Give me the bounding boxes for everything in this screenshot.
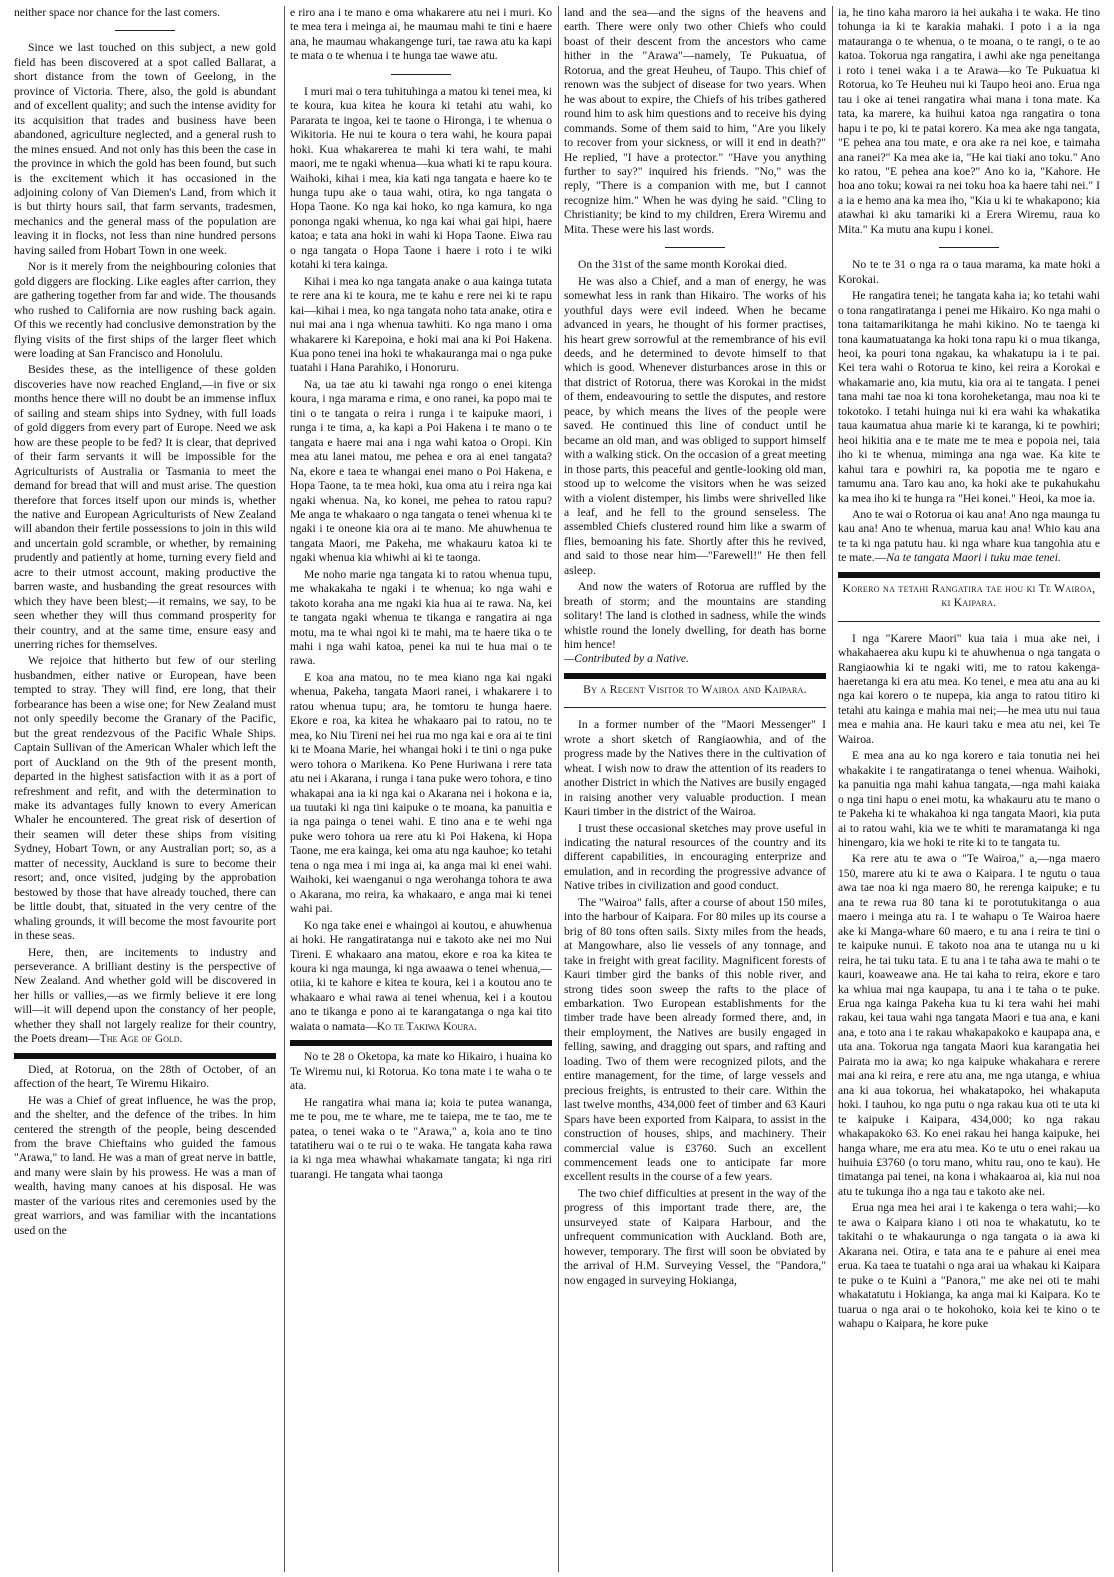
section-divider xyxy=(838,572,1100,578)
paragraph: I muri mai o tera tuhituhinga a matou ki tenei mea, ki te koura, kua kitea he koura ki tetahi atu wahi, ko Pararata te ingoa, kei te taone o Hironga, i te whenua o Wikitoria. He nui te koura o tera wahi, he koura papai hoki. Kua whakarerea te mahi ki tera wahi, te mahi maori, me te ngaki whenua—kua whati ki te rapu koura. Waihoki, kihai i mea, kia kati nga tangata e haere ko te hunga tupu ake o taua wahi, otira, ko nga tangata o Hopa Taone. Ko nga kai hoko, ko nga kamura, ko nga pononga ngaki whenua, ko nga kai whai gai hipi, haere katoa; e tata ana hoki in wahi ki Hopa Taone. Eiwa rau o nga tangata o Hopa Taone i haere i roto i te wiki kotahi ki tera kainga. xyxy=(290,84,552,272)
divider xyxy=(838,621,1100,622)
signature: —Contributed by a Native. xyxy=(564,652,689,666)
divider xyxy=(665,247,725,248)
paragraph: Me noho marie nga tangata ki to ratou whenua tupu, me whakakaha te ngaki i te whenua; ko nga wahi e takoto koraha ana me ngaki kia hua ai te rawa. Na, kei te tangata ngaki whenua te tikanga e rangatira ai nga motu, ma te whai ngoi ki te mahi, ma te haere tika o te mahi i nga wahi katoa, penei ka nui te hua mai o te rawa. xyxy=(290,567,552,668)
paragraph: ia, he tino kaha maroro ia hei aukaha i te waka. He tino tohunga ia ki te karakia mahaki. I poto i a ia nga matauranga o te whenua, o te moana, o te rangi, o te ao katoa. Tokorua nga rangatira, i awhi ake nga peneitanga i roto i tenei waka i a te Arawa—ko Te Pukuatua ki Rotorua, ko Te Heuheu nui ki Taupo heoi ano. Erua nga tau i oke ai tenei rangatira whai mana i tona mate. Ka tata, ka marere, ka huihui katoa nga rangatira o tona hapu i te po, ki te patai korero. Ka mea ake nga tangata, "E pehea ana tou mate, e ora ake ra nei koe, e taimaha ana ranei?" Ka mea ake ia, "He kai tiaki ano toku." Ano ko ratou, "E pehea ana koe?" Ano ko ia, "Kahore. He hoa ano toku; kowai ra nei toku hoa ka haere tahi nei." I a ia e hemo ana ka mea iho, "Kia u ki te whakapono; kia atawhai ki aku tamariki ki a Erera Wiremu, raua ko Mita." Ka mutu ana kupu i konei. xyxy=(838,6,1100,236)
signature: Ko te Takiwa Koura. xyxy=(376,1019,478,1033)
column-rule xyxy=(284,6,285,1572)
divider xyxy=(391,74,451,75)
paragraph xyxy=(14,946,276,1047)
article-heading: Korero na tetahi Rangatira tae hou ki Te Wairoa, ki Kaipara. xyxy=(842,581,1096,610)
paragraph: neither space nor chance for the last comers. xyxy=(14,6,221,19)
paragraph: In a former number of the "Maori Messenger" I wrote a short sketch of Rangiaowhia, and of the progress made by the Natives there in the cultivation of wheat. I wish now to draw the attention of its readers to another District in which the Natives are busily engaged in raising another very valuable production. I mean Kauri timber in the district of the Wairoa. xyxy=(564,718,826,819)
paragraph: Besides these, as the intelligence of these golden discoveries have now reached England,—in five or six months hence there will no doubt be an immense influx of sailing and steam ships into Sydney, with full loads of gold diggers from every part of Europe. Need we ask how are these people to be fed? It is clear, that deprived of their farm servants it will be impossible for the Agriculturists of Australia or Tasmania to meet the demand for bread that will and must arise. The question therefore that forces itself upon our minds is, whether the native and European Agriculturists of New Zealand will abandon their fertile possessions to join in this wild and uncertain gold scramble, or whether, by remaining prudently and patiently at home, turning every field and acre to their utmost account, making productive the barren waste, and husbanding the great resources with which they have been blest;—it remains, we say, to be seen whether they will thus command prosperity for their country, and at the same time, ensure easy and unerring riches for themselves. xyxy=(14,363,276,652)
obituary-heading: Died, at Rotorua, on the 28th of October, of an affection of the heart, Te Wiremu Hikairo. xyxy=(14,1062,276,1091)
paragraph: No te te 31 o nga ra o taua marama, ka mate hoki a Korokai. xyxy=(838,258,1100,286)
paragraph xyxy=(290,919,552,1035)
divider xyxy=(939,247,999,248)
paragraph: Na, ua tae atu ki tawahi nga rongo o enei kitenga koura, i nga marama e rima, e ono ranei, ka popo mai te tini o te tangata o reira i runga i te kaipuke maori, i runga i te tima, a, ka kapi a Poi Hakena i te mano o te tangata e haere mai ana i nga wahi katoa o Oropi. Kin mea atu lanei matou, me pehea e ora ai enei tangata? Na, ekore e taea te whangai enei mano o Poi Hakena, e Hopa Taone, ta te mea hoki, kua oma atu i reira nga kai ngaki whenua. Na, ko konei, me pehea to ratou rapu? Me anga te whakaaro o nga tangata o tenei whenua ki te ngaki i te oneone kia ora ai te mano. Me ahuwhenua te tangata Maori, me Pakeha, me whakauru katoa ki te ngaki whenua kia whiwhi ai ki te taonga. xyxy=(290,377,552,565)
paragraph: Kihai i mea ko nga tangata anake o aua kainga tutata te rere ana ki te koura, me te kahu e rere nei ki te rapu kai—kihai i mea, ko nga tangata noho tata anake, otira e nui mai ana i nga whenua tawhiti. Ko nga mano i oma whakarere ki Karepoina, e hoki mai ana ki Poi Hakena. Kua pono tenei ina hoki te whakauranga mai o nga puke tuatahi i Hana Parahiko, i Honoruru. xyxy=(290,274,552,375)
paragraph-text: Ano te wai o Rotorua oi kau ana! Ano nga maunga tu kau ana! Ano te whenua, marua kau ana! Whio kau ana te ta ki nga patutu hau. ki nga whare kua tangohia atu e te mate.— xyxy=(838,507,1100,565)
paragraph: E mea ana au ko nga korero e taia tonutia nei hei whakakite i te rangatiratanga o tenei whenua. Waihoki, ka panuitia nga mahi kahua tangata,—nga mahi kaiaka o nga tini hapu o enei motu, ka whakauru atu te mano o te Pakeha ki te whakahoa ki nga tangata Maori, kia puta ai to ratou wahi, kia we te whiti te maramatanga ki nga hinengaro, kia we hoki te rite ki to te tangata tu. xyxy=(838,749,1100,850)
paragraph: Since we last touched on this subject, a new gold field has been discovered at a spot called Ballarat, a short distance from the town of Geelong, in the province of Victoria. There, also, the gold is abundant and of excellent quality; and such the intense avidity for its acquisition that trades and business have been abandoned, agriculture neglected, and a general rush to the mines ensued. And not only has this been the case in the province in which the gold has been found, but such is the excitement which it has occasioned in the adjoining colony of Van Diemen's Land, from which it is but thirty hours sail, that farm servants, tradesmen, mechanics and the general mass of the population are leaving it in flocks, not less than nine hundred persons having sailed from Hobart Town in one week. xyxy=(14,41,276,257)
paragraph: E koa ana matou, no te mea kiano nga kai ngaki whenua, Pakeha, tangata Maori ranei, i whakarere i to ratou whenua tupu; ara, he tomtoru te hunga haere. Ekore e roa, ka kitea he whakaaro pai to ratou, no te mea, ko Niu Tireni nei hei rua mo nga kai e ora ai te tini ki te Moana Marie, hei whangai hoki i te tini o nga puke wero tohora o Marikena. Ko Pene Huriwana i rere tata atu nei i Akarana, i runga i tana puke wero tohora, e tino whakapai ana ia ki nga kai o Akarana nei i hokona e ia, ua tuutaki ki nga tini kaipuke o te moana, ka panuitia e ia nga painga o tenei wahi. E tino ana e te wehi nga puke wero tohora ua rere atu ki Poi Hakena, ki Hopa Taone, me era kainga, kei oma atu nga kauhoe; ko tetahi tena o nga mea i mi inga ai, ka anga mai ki enei wahi. Waihoki, kei waenganui o nga werohanga tohora te awa o Akarana, mo reira, ka whakaaro, e anga mai ki tenei wahi pai. xyxy=(290,670,552,916)
column-maori-articles xyxy=(838,6,1100,1572)
column-english-editorial xyxy=(14,6,276,1572)
section-divider xyxy=(290,1040,552,1046)
paragraph xyxy=(564,580,826,667)
paragraph: e riro ana i te mano e oma whakarere atu nei i muri. Ko te mea tera i meinga ai, he maumau mahi te tini e haere ana, he maumau whakangenge turi, tae rawa atu ka kapi te mata o te whenua i te hunga tae wawe atu. xyxy=(290,6,552,63)
section-divider xyxy=(564,673,826,679)
paragraph: He rangatira tenei; he tangata kaha ia; ko tetahi wahi o tona rangatiratanga i penei me Hikairo. Ko nga mahi o tona taitamarikitanga he mahi kikino. No te taenga ki tona kaumatuatanga ka hoki tona rapu ki o mua tikanga, heoi, ka pouri tona ngakau, ka whakatupu ia i te pai. Kei tera wahi o Rotorua te kino, kei reira a Korokai e whakamarie ano, kia mutu, kia ora ai te tangata. I penei tana mahi tae noa ki tona koroheketanga, mau noa ki te tokotoko. I tetahi huinga nui ki era wahi ka whakatika taua kaumatua ahua marie ki te karanga, ki te powhiri; heoi hikitia ana e te mate me te mea e popoia nei, taia iho ki te whenua, miminga ana nga wae. Ka kite te kahui tara e powhiri ra, ka popotia me te ngaro e tamumu ana. Taro kau ano, ka hoki ake te pukahukahu ka mea iho ki te hunga ra "Hei konei." Heoi, ka moe ia. xyxy=(838,289,1100,505)
article-heading: By a Recent Visitor to Wairoa and Kaipara. xyxy=(583,682,807,696)
paragraph-text: And now the waters of Rotorua are ruffled by the breath of storm; and the mountains are standing solitary! The land is clothed in sadness, while the winds whistle round the lonely dwelling, for death has borne him hence! xyxy=(564,580,826,652)
paragraph: He rangatira whai mana ia; koia te putea wananga, me te pou, me te whare, me te taiepa, me te tao, me te patea, o tenei waka o te "Arawa," a, koia ano te tino tatatiheru wai o te rui o te waka. He tangata kaha rawa ia ki nga mea whawhai whakamate tangata; ki nga riri tuarangi. He tangata whai taonga xyxy=(290,1095,552,1181)
section-divider xyxy=(14,1053,276,1059)
divider xyxy=(115,30,175,31)
divider xyxy=(564,707,826,708)
obituary-heading: No te 28 o Oketopa, ka mate ko Hikairo, i huaina ko Te Wiremu nui, ki Rotorua. Ko tona mate i te waha o te ata. xyxy=(290,1050,552,1093)
paragraph: Erua nga mea hei arai i te kakenga o tera wahi;—ko te awa o Kaipara kiano i oti noa te whakatutu, ko te takitahi o te whakaurunga o nga tangata o ia awa ki Akarana nei. Otira, e tata ana te e pahure ai enei mea erua. Ka taea te tuatahi o nga arai ua whakau ki Kaipara te puke o te Kuini a "Panora," me ake nei oti te mahi whakatatutu i Hokianga, ka anga mai ki Kaipara. Ko te tuarua o nga arai o te hokohoko, koia kei te kino o te wahapu o Kaipara, he kore puke xyxy=(838,1201,1100,1330)
column-rule xyxy=(558,6,559,1572)
paragraph xyxy=(838,508,1100,566)
paragraph: The "Wairoa" falls, after a course of about 150 miles, into the harbour of Kaipara. For 80 miles up its course a brig of 80 tons often sails. Sixty miles from the heads, at Mangowhare, also lie vessels of any tonnage, and take in freight with great facility. Magnificent forests of Kauri timber gird the banks of this noble river, and strong tides soon sweep the rafts to the place of embarkation. Two European establishments for the timber trade have been already formed there, and, in their employment, the Natives are busily engaged in felling, sawing, and dragging out spars, and rafting and loading. Two of them were recognized pilots, and the entire management, for the time, of large vessels and precious freights, is entrusted to their care. Within the last twelve months, 434,000 feet of timber and 63 Kauri Spars have been exported from Kaipara, to assist in the construction of houses, ships, and machinery. Their commercial value is £3760. Such an excellent commencement leads one to anticipate far more excellent results in the course of a few years. xyxy=(564,895,826,1184)
paragraph: He was a Chief of great influence, he was the prop, and the shelter, and the defence of the tribes. In him centered the strength of the people, being descended from the brave Chieftains who guided the famous "Arawa," to land. He was a man of great nerve in battle, and many were slain by his prowess. He was a man of wealth, having many canoes at his disposal. He was master of the various rites and ceremonies used by the great warriors, and was familiar with the incantations used on the xyxy=(14,1093,276,1237)
signature: The Age of Gold. xyxy=(99,1032,183,1046)
paragraph: The two chief difficulties at present in the way of the progress of this important trade there, are, the unsurveyed state of Kaipara Harbour, and the unfrequent communication with Auckland. Both are, however, temporary. The first will soon be obviated by the arrival of H.M. Surveying Vessel, the "Pandora," now engaged in surveying Hokianga, xyxy=(564,1186,826,1287)
paragraph: I nga "Karere Maori" kua taia i mua ake nei, i whakahaerea aku kupu ki te ahuwhenua o nga tangata o Rangiaowhia ki te ngaki witi, me to ratou kakenga-haeretanga ki era atu mea. Ko tenei, e mea atu ana au ki nga kai korero o te nupepa, kia anga to ratou titiro ki tetahi atu kainga e mahia mai nei;—he mea utu nui taua mea e mahia ana. He kauri taku e mea atu nei, kei Te Wairoa. xyxy=(838,631,1100,746)
paragraph: He was also a Chief, and a man of energy, he was somewhat less in rank than Hikairo. The works of his youthful days were evil indeed. When he became advanced in years, he thought of his former practises, his heart grew sorrowful at the remembrance of his evil deeds, and he determined to devote himself to that which is good. Whenever disturbances arose in this or that district of Rotorua, there was Korokai in the midst of them, endeavouring to settle the disputes, and restore peace, by which means the lives of the people were saved. He continued this line of conduct until he became an old man, and was obliged to support himself with a walking stick. On the occasion of a great meeting in those parts, this peaceful and gentle-looking old man, stood up to welcome the visitors when he was seized with a violent distemper, his limbs were shrivelled like a leaf, and he fell to the ground senseless. The assembled Chiefs clustered round him like a swarm of flies, bemoaning his fate. Shortly after this he revived, and said to those near him—"Farewell!" He then fell asleep. xyxy=(564,274,826,577)
column-rule xyxy=(832,6,833,1572)
column-maori-editorial xyxy=(290,6,552,1572)
paragraph: We rejoice that hitherto but few of our sterling husbandmen, either native or European, have been tempted to stray. They will find, ere long, that their forbearance has been a wise one; for New Zealand must not only speedily become the Granary of the Pacific, but the great rendezvous of the Pacific Whale Ships. Captain Sullivan of the American Whaler which left the port of Auckland on the 9th of the present month, departed in the highest satisfaction with it as a port of refreshment and refit, and with the determination to make its advantages fully known to every American Whaler he encountered. The great risk of desertion of their seamen will deter these ships from visiting Sydney, Hobart Town, or any Australian port; so, as a matter of necessity, Auckland is sure to become their resort; and, once visited, judging by the approbation bestowed by those that have already touched, there can be little doubt, that, situated in the very centre of the whaling grounds, it will become the most favourite port in these seas. xyxy=(14,654,276,943)
paragraph: Ka rere atu te awa o "Te Wairoa," a,—nga maero 150, marere atu ki te awa o Kaipara. I te ngutu o taua awa tae noa ki nga maero 80, he rerenga kaipuke; e tu ana te rewa rua 80 tana ki te porotutukitanga o aua maero i meinga atu ra. I te wahapu o Te Wairoa haere ake ki Manga-whare 60 maero, e tu ana i reira te tini o te kaipuke nunui. E takoto noa ana te utanga nu u ki reira, he tai tuku tata. E tu ana i te taha awa te mahi o te kauri, koaweawe ana. He tai kaha to reira, ekore e taro ka whiua mai nga kaupapa, tu ana i te taha o te puke. Erua nga kainga Pakeha kua tu ki tera wahi hei mahi rakau, kei taua wahi nga tangata Maori e tua ana, e kani ana, e toto ana i te rakau whakapakoko e kaupapa ana, e uta ana. Tokorua nga tangata Maori kua karangatia hei Pairata mo ia awa; ko nga kaipuke whakahara e rerere mai ana ki reira, e rere atu ana, me nga utanga, e whiua ana ki aua tokorua, hei whakatapoko, hei whakaputa hoki. I tauhou, ko nga putu o nga rakau kua oti te uta ki te kaipuke i Kaipara, 434,000; ko nga rakau whakapakoko 63. Ko enei rakau hei hanga kaipuke, hei hanga whare, me era atu mea. Ko te utu o enei rakau ua huihuia £3760 (o toru mano, whitu rau, ono te kau). He timatanga pai tenei, na kona i whakaaroa ai, kia nui noa atu te tukunga iho a nga tau e takoto ake nei. xyxy=(838,852,1100,1198)
paragraph-text: Here, then, are incitements to industry and perseverance. A brilliant destiny is the perspective of New Zealand. And whether gold will be discovered in her hills or vallies,—as we firmly believe it ere long will—it will depend upon the constancy of her people, whether they shall not largely realize for their country, the Poets dream— xyxy=(14,945,276,1046)
signature: Na te tangata Maori i tuku mae tenei. xyxy=(886,551,1061,565)
column-english-articles xyxy=(564,6,826,1572)
paragraph: land and the sea—and the signs of the heavens and earth. There were only two other Chiefs who could boast of their descent from the ancestors who came hither in the "Arawa"—namely, Te Pukuatua, of Rotorua, and the great Heuheu, of Taupo. This chief of renown was the subject of disease for two years. When he was about to expire, the Chiefs of his tribes gathered round him to ask him questions and to receive his dying commands. Some of them said to him, "Are you likely to recover from your sickness, or will it end in death?" He replied, "I have a protector." "Have you anything further to say?" inquired his friends. "No," was the reply, "There is a companion with me, but I cannot recognize him." When he was dying he said. "Cling to Christianity; be kind to my children, Erera Wiremu and Mita. These were his last words. xyxy=(564,6,826,236)
paragraph: I trust these occasional sketches may prove useful in indicating the natural resources of the country and its different capabilities, in encouraging enterprize and emulation, and in recording the progressive advance of Native tribes in civilization and good conduct. xyxy=(564,821,826,893)
paragraph: On the 31st of the same month Korokai died. xyxy=(578,258,787,272)
paragraph-text: Ko nga take enei e whaingoi ai koutou, e ahuwhenua ai hoki. He rangatiratanga nui e takoto ake nei mo Nui Tireni. E whakaaro ana matou, ekore e roa ka kitea te koura ki nga maunga, ki nga awaawa o tenei whenua,—otiia, ki te kahore e kitea te koura, kei i a koutou ano te whakaaro e whai rawa ai tenei whenua, kei i a koutou ano te tikanga e pono ai te karangatanga o nga kai tito waiata o namata— xyxy=(290,918,552,1033)
paragraph: Nor is it merely from the neighbouring colonies that gold diggers are flocking. Like eagles after carrion, they are gathering together from far and wide. The thousands who rushed to California are now rushing back again. Of this we recently had conclusive demonstration by the flying visits of the first ships of the larger fleet which were loading at San Francisco and Honolulu. xyxy=(14,260,276,360)
